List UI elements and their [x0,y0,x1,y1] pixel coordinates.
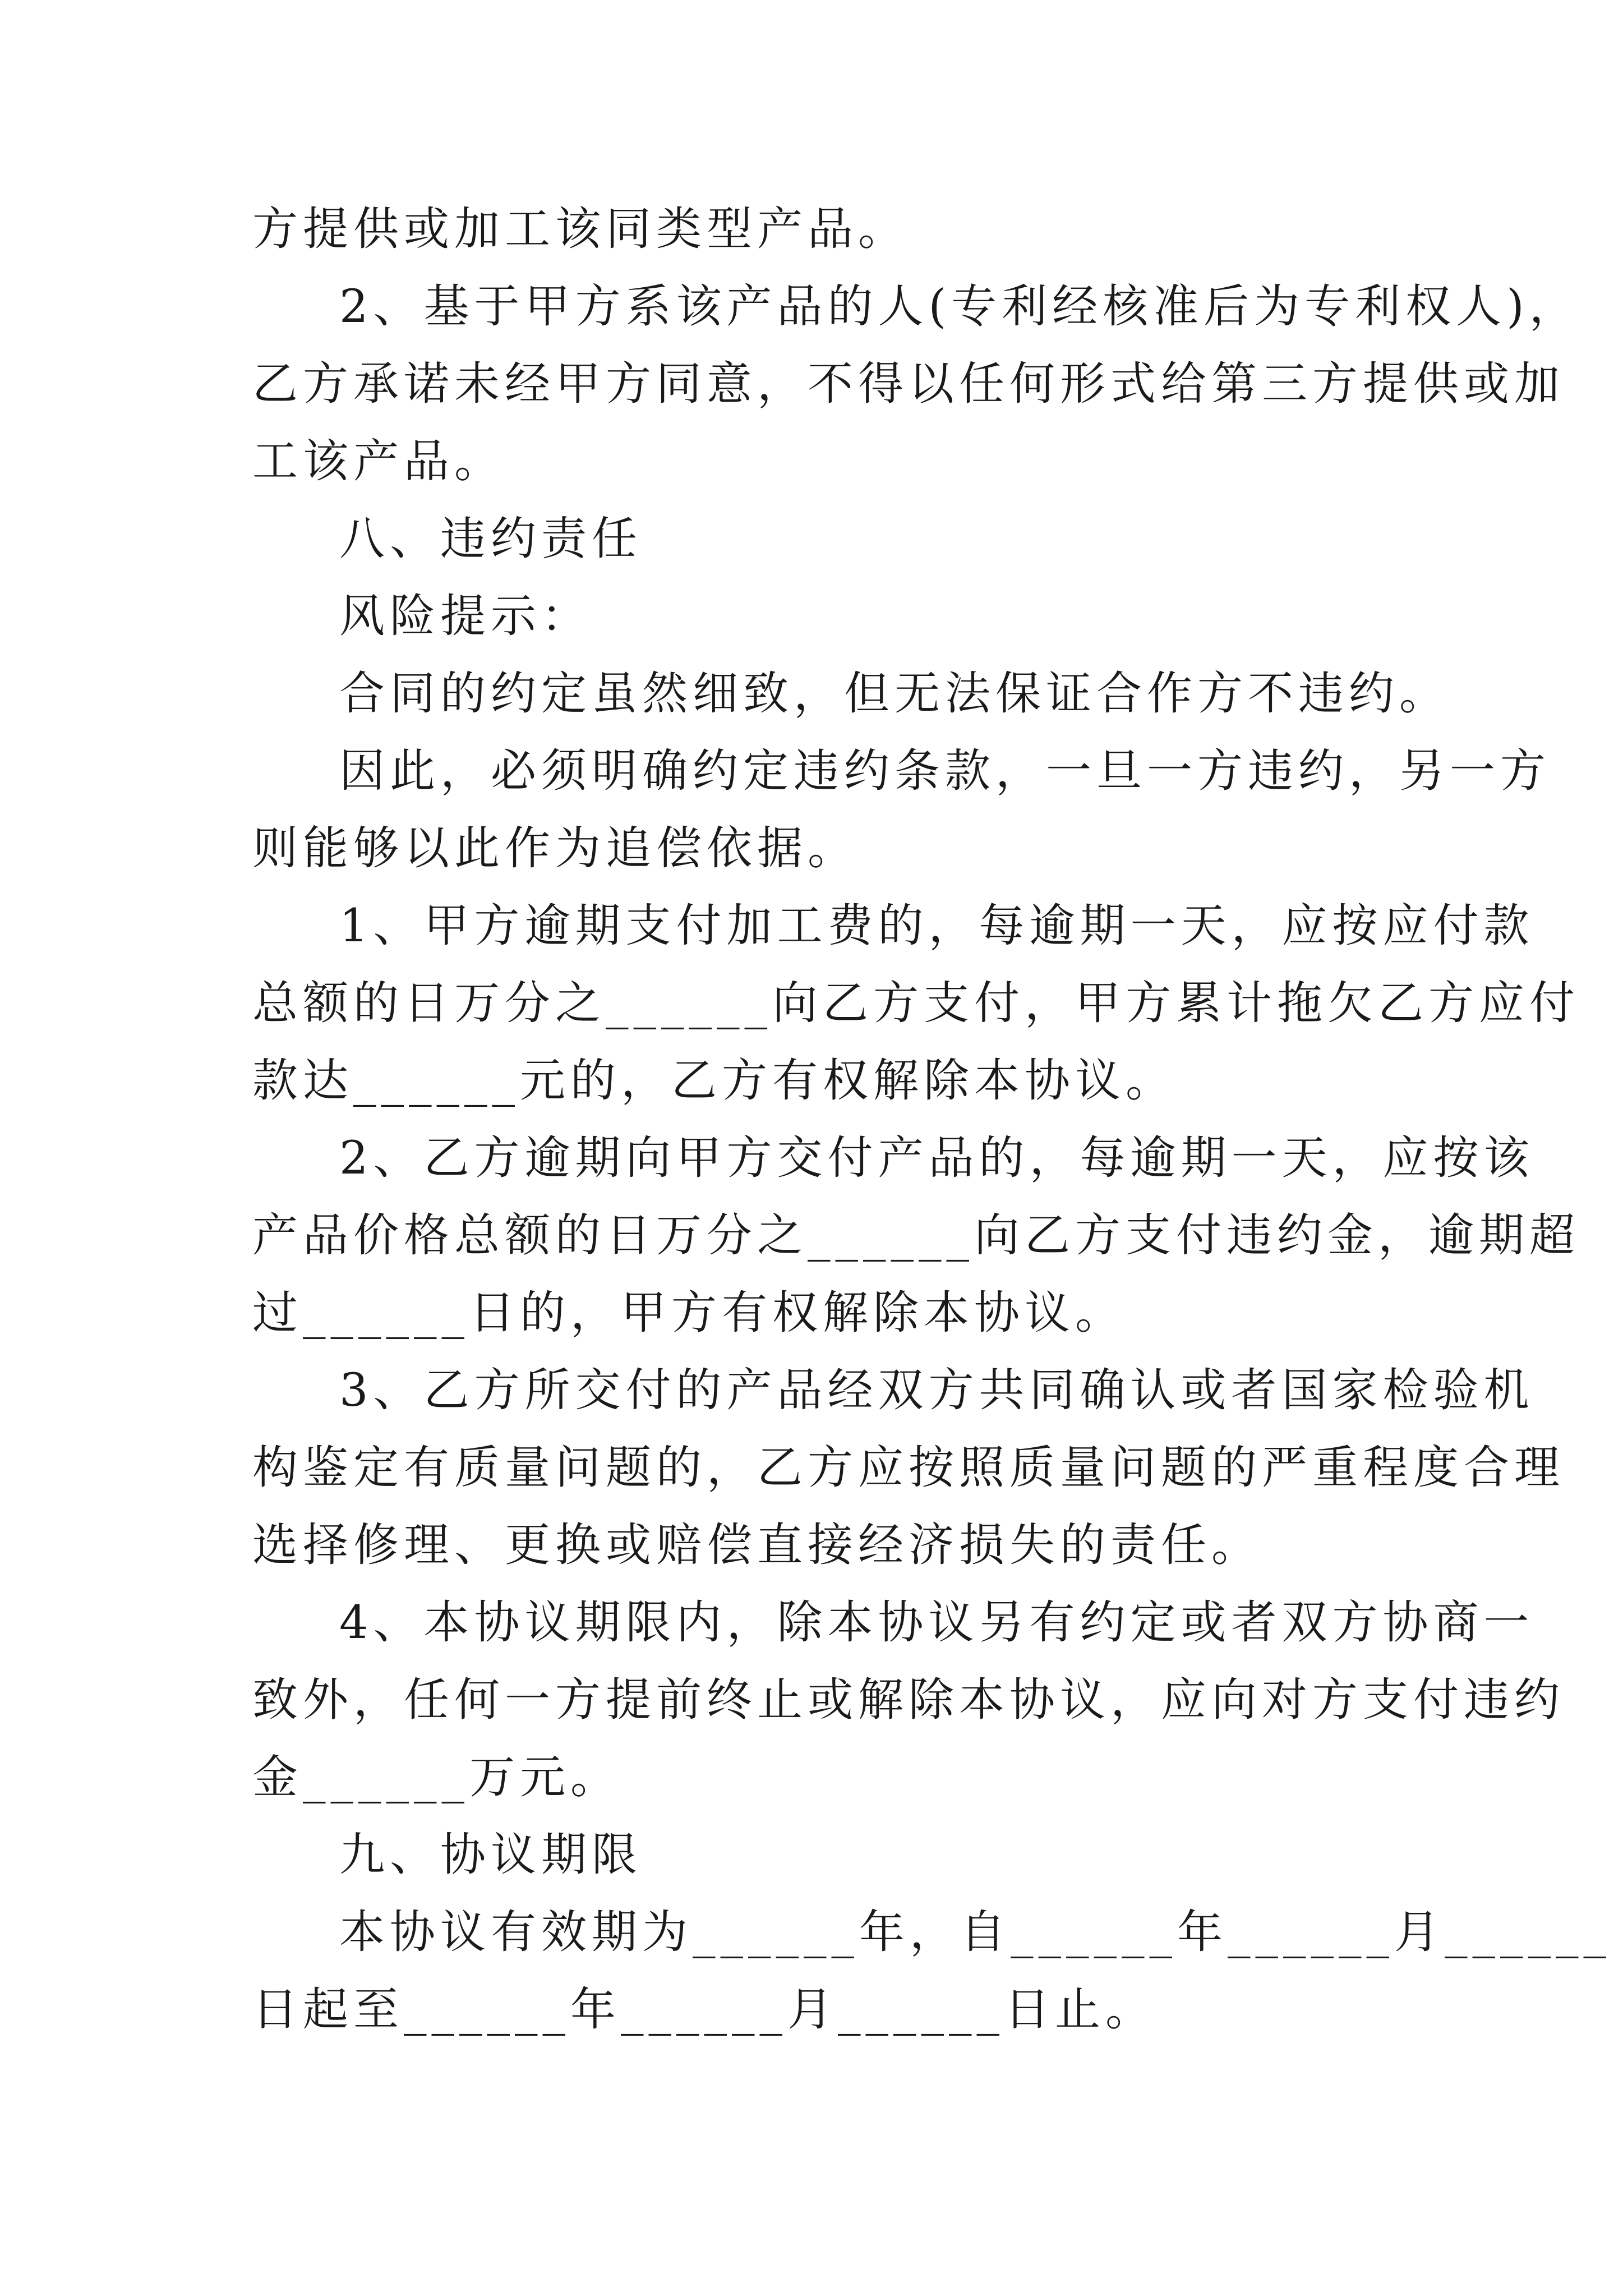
text-line: 乙方承诺未经甲方同意，不得以任何形式给第三方提供或加 [252,358,1565,411]
text-line: 本协议有效期为______年，自______年______月______ [339,1906,1612,1959]
text-line: 日起至______年______月______日止。 [252,1984,1156,2036]
section-heading: 九、协议期限 [339,1829,643,1881]
text-line: 2、基于甲方系该产品的人(专利经核准后为专利权人)， [339,280,1580,333]
section-heading: 八、违约责任 [339,513,643,565]
text-line: 工该产品。 [252,435,505,488]
text-line: 风险提示： [339,590,592,643]
text-line: 金______万元。 [252,1751,621,1804]
text-line: 2、乙方逾期向甲方交付产品的，每逾期一天，应按该 [339,1132,1534,1185]
text-line: 方提供或加工该同类型产品。 [252,203,909,256]
text-line: 则能够以此作为追偿依据。 [252,822,859,875]
text-line: 合同的约定虽然细致，但无法保证合作方不违约。 [339,668,1450,720]
text-line: 1、甲方逾期支付加工费的，每逾期一天，应按应付款 [339,900,1534,953]
document-page [252,191,1612,2049]
text-line: 总额的日万分之______向乙方支付，甲方累计拖欠乙方应付 [252,977,1580,1030]
text-line: 款达______元的，乙方有权解除本协议。 [252,1055,1177,1107]
text-line: 3、乙方所交付的产品经双方共同确认或者国家检验机 [339,1364,1534,1417]
text-line: 过______日的，甲方有权解除本协议。 [252,1287,1126,1340]
text-line: 致外，任何一方提前终止或解除本协议，应向对方支付违约 [252,1674,1565,1727]
text-line: 因此，必须明确约定违约条款，一旦一方违约，另一方 [339,745,1551,798]
text-line: 构鉴定有质量问题的，乙方应按照质量问题的严重程度合理 [252,1442,1565,1494]
text-line: 4、本协议期限内，除本协议另有约定或者双方协商一 [339,1596,1534,1649]
text-line: 选择修理、更换或赔偿直接经济损失的责任。 [252,1519,1262,1572]
text-line: 产品价格总额的日万分之______向乙方支付违约金，逾期超 [252,1209,1580,1262]
